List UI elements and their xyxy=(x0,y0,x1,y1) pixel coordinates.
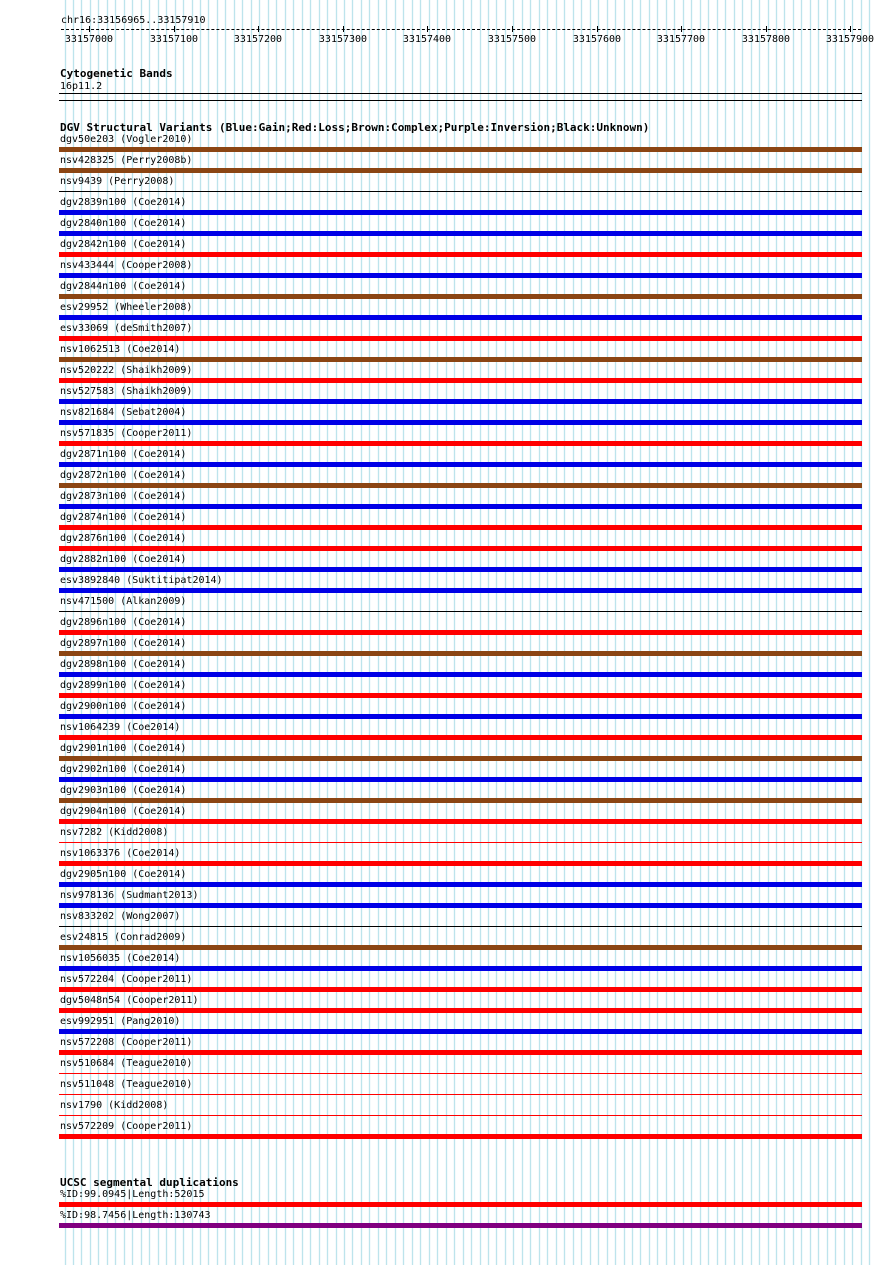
dgv-variant-label[interactable]: esv29952 (Wheeler2008) xyxy=(60,302,193,313)
ruler-tick xyxy=(174,26,175,32)
dgv-variant-bar[interactable] xyxy=(59,1134,862,1139)
dgv-variant-bar[interactable] xyxy=(59,273,862,278)
dgv-variant-bar[interactable] xyxy=(59,777,862,782)
dgv-variant-label[interactable]: dgv2896n100 (Coe2014) xyxy=(60,617,187,628)
dgv-variant-label[interactable]: nsv821684 (Sebat2004) xyxy=(60,407,187,418)
dgv-variant-label[interactable]: nsv527583 (Shaikh2009) xyxy=(60,386,193,397)
cytoband-track-title: Cytogenetic Bands xyxy=(60,67,173,80)
ruler-tick-label: 33157200 xyxy=(233,34,283,45)
dgv-variant-label[interactable]: nsv572209 (Cooper2011) xyxy=(60,1121,193,1132)
dgv-variant-label[interactable]: nsv9439 (Perry2008) xyxy=(60,176,175,187)
cytoband-line-top xyxy=(59,93,862,94)
dgv-variant-bar[interactable] xyxy=(59,735,862,740)
cytoband-line-bottom xyxy=(59,100,862,101)
dgv-variant-label[interactable]: dgv2897n100 (Coe2014) xyxy=(60,638,187,649)
ruler-tick-label: 33157000 xyxy=(64,34,114,45)
dgv-variant-bar[interactable] xyxy=(59,1008,862,1013)
cytoband-label: 16p11.2 xyxy=(60,81,103,92)
dgv-variant-label[interactable]: dgv2882n100 (Coe2014) xyxy=(60,554,187,565)
ruler-tick xyxy=(258,26,259,32)
dgv-variant-label[interactable]: dgv2874n100 (Coe2014) xyxy=(60,512,187,523)
dgv-variant-bar[interactable] xyxy=(59,420,862,425)
dgv-variant-bar[interactable] xyxy=(59,882,862,887)
ruler-tick-label: 33157300 xyxy=(318,34,368,45)
dgv-variant-label[interactable]: esv992951 (Pang2010) xyxy=(60,1016,181,1027)
ruler-tick xyxy=(766,26,767,32)
dgv-variant-bar[interactable] xyxy=(59,714,862,719)
dgv-track-title: DGV Structural Variants (Blue:Gain;Red:Loss;Brown:Complex;Purple:Inversion;Black:Unknown) xyxy=(60,121,650,134)
dgv-variant-bar[interactable] xyxy=(59,168,862,173)
dgv-variant-bar[interactable] xyxy=(59,756,862,761)
segdup-bar[interactable] xyxy=(59,1202,862,1207)
dgv-variant-label[interactable]: dgv2898n100 (Coe2014) xyxy=(60,659,187,670)
dgv-variant-label[interactable]: nsv510684 (Teague2010) xyxy=(60,1058,193,1069)
dgv-variant-label[interactable]: dgv2901n100 (Coe2014) xyxy=(60,743,187,754)
dgv-variant-bar[interactable] xyxy=(59,926,862,927)
dgv-variant-label[interactable]: esv3892840 (Suktitipat2014) xyxy=(60,575,223,586)
ruler-tick xyxy=(597,26,598,32)
dgv-variant-bar[interactable] xyxy=(59,842,862,843)
dgv-variant-bar[interactable] xyxy=(59,399,862,404)
dgv-variant-label[interactable]: dgv2844n100 (Coe2014) xyxy=(60,281,187,292)
ruler-tick-label: 33157700 xyxy=(656,34,706,45)
segdup-track-title: UCSC segmental duplications xyxy=(60,1176,239,1189)
dgv-variant-label[interactable]: dgv2900n100 (Coe2014) xyxy=(60,701,187,712)
dgv-variant-bar[interactable] xyxy=(59,483,862,488)
segdup-label[interactable]: %ID:99.0945|Length:52015 xyxy=(60,1189,205,1200)
dgv-variant-label[interactable]: nsv471500 (Alkan2009) xyxy=(60,596,187,607)
dgv-variant-label[interactable]: nsv978136 (Sudmant2013) xyxy=(60,890,199,901)
dgv-variant-bar[interactable] xyxy=(59,987,862,992)
dgv-variant-label[interactable]: dgv2899n100 (Coe2014) xyxy=(60,680,187,691)
dgv-variant-label[interactable]: dgv2873n100 (Coe2014) xyxy=(60,491,187,502)
dgv-variant-label[interactable]: dgv2905n100 (Coe2014) xyxy=(60,869,187,880)
ruler-tick-label: 33157500 xyxy=(487,34,537,45)
dgv-variant-label[interactable]: esv33069 (deSmith2007) xyxy=(60,323,193,334)
dgv-variant-label[interactable]: dgv2903n100 (Coe2014) xyxy=(60,785,187,796)
dgv-variant-bar[interactable] xyxy=(59,504,862,509)
segdup-label[interactable]: %ID:98.7456|Length:130743 xyxy=(60,1210,211,1221)
dgv-variant-label[interactable]: nsv1064239 (Coe2014) xyxy=(60,722,181,733)
dgv-variant-bar[interactable] xyxy=(59,693,862,698)
dgv-variant-bar[interactable] xyxy=(59,525,862,530)
dgv-variant-bar[interactable] xyxy=(59,1029,862,1034)
scale-ruler xyxy=(61,29,861,30)
dgv-variant-bar[interactable] xyxy=(59,945,862,950)
dgv-variant-bar[interactable] xyxy=(59,210,862,215)
ruler-tick xyxy=(850,26,851,32)
ruler-tick xyxy=(512,26,513,32)
dgv-variant-label[interactable]: nsv511048 (Teague2010) xyxy=(60,1079,193,1090)
dgv-variant-bar[interactable] xyxy=(59,819,862,824)
ruler-tick-label: 33157400 xyxy=(402,34,452,45)
dgv-variant-bar[interactable] xyxy=(59,651,862,656)
ruler-tick xyxy=(427,26,428,32)
dgv-variant-bar[interactable] xyxy=(59,611,862,612)
dgv-variant-bar[interactable] xyxy=(59,672,862,677)
dgv-variant-bar[interactable] xyxy=(59,462,862,467)
dgv-variant-bar[interactable] xyxy=(59,357,862,362)
dgv-variant-label[interactable]: nsv1063376 (Coe2014) xyxy=(60,848,181,859)
dgv-variant-bar[interactable] xyxy=(59,315,862,320)
dgv-variant-label[interactable]: dgv5048n54 (Cooper2011) xyxy=(60,995,199,1006)
dgv-variant-bar[interactable] xyxy=(59,567,862,572)
ruler-tick-label: 33157900 xyxy=(825,34,875,45)
dgv-variant-bar[interactable] xyxy=(59,1094,862,1095)
dgv-variant-label[interactable]: nsv433444 (Cooper2008) xyxy=(60,260,193,271)
dgv-variant-bar[interactable] xyxy=(59,378,862,383)
dgv-variant-label[interactable]: dgv2872n100 (Coe2014) xyxy=(60,470,187,481)
dgv-variant-bar[interactable] xyxy=(59,252,862,257)
ruler-tick xyxy=(681,26,682,32)
dgv-variant-label[interactable]: dgv2876n100 (Coe2014) xyxy=(60,533,187,544)
dgv-variant-bar[interactable] xyxy=(59,1073,862,1074)
dgv-variant-label[interactable]: nsv520222 (Shaikh2009) xyxy=(60,365,193,376)
dgv-variant-label[interactable]: nsv1062513 (Coe2014) xyxy=(60,344,181,355)
ruler-tick-label: 33157600 xyxy=(572,34,622,45)
dgv-variant-label[interactable]: nsv428325 (Perry2008b) xyxy=(60,155,193,166)
dgv-variant-label[interactable]: dgv2840n100 (Coe2014) xyxy=(60,218,187,229)
dgv-variant-bar[interactable] xyxy=(59,630,862,635)
dgv-variant-bar[interactable] xyxy=(59,1115,862,1116)
ruler-tick xyxy=(343,26,344,32)
segdup-bar[interactable] xyxy=(59,1223,862,1228)
ruler-tick xyxy=(89,26,90,32)
dgv-variant-label[interactable]: dgv2904n100 (Coe2014) xyxy=(60,806,187,817)
dgv-variant-bar[interactable] xyxy=(59,231,862,236)
dgv-variant-label[interactable]: nsv1790 (Kidd2008) xyxy=(60,1100,169,1111)
dgv-variant-label[interactable]: esv24815 (Conrad2009) xyxy=(60,932,187,943)
dgv-variant-bar[interactable] xyxy=(59,588,862,593)
region-coordinates: chr16:33156965..33157910 xyxy=(61,15,206,26)
dgv-variant-label[interactable]: dgv2871n100 (Coe2014) xyxy=(60,449,187,460)
dgv-variant-bar[interactable] xyxy=(59,294,862,299)
dgv-variant-label[interactable]: nsv833202 (Wong2007) xyxy=(60,911,181,922)
ruler-tick-label: 33157800 xyxy=(741,34,791,45)
dgv-variant-label[interactable]: nsv571835 (Cooper2011) xyxy=(60,428,193,439)
dgv-variant-bar[interactable] xyxy=(59,861,862,866)
dgv-variant-bar[interactable] xyxy=(59,903,862,908)
dgv-variant-label[interactable]: nsv572208 (Cooper2011) xyxy=(60,1037,193,1048)
dgv-variant-label[interactable]: nsv7282 (Kidd2008) xyxy=(60,827,169,838)
dgv-variant-bar[interactable] xyxy=(59,147,862,152)
ruler-tick-label: 33157100 xyxy=(149,34,199,45)
dgv-variant-bar[interactable] xyxy=(59,798,862,803)
dgv-variant-bar[interactable] xyxy=(59,966,862,971)
dgv-variant-label[interactable]: dgv2842n100 (Coe2014) xyxy=(60,239,187,250)
dgv-variant-label[interactable]: nsv572204 (Cooper2011) xyxy=(60,974,193,985)
dgv-variant-label[interactable]: dgv2902n100 (Coe2014) xyxy=(60,764,187,775)
dgv-variant-label[interactable]: dgv2839n100 (Coe2014) xyxy=(60,197,187,208)
dgv-variant-bar[interactable] xyxy=(59,1050,862,1055)
dgv-variant-label[interactable]: nsv1056035 (Coe2014) xyxy=(60,953,181,964)
dgv-variant-bar[interactable] xyxy=(59,191,862,192)
dgv-variant-bar[interactable] xyxy=(59,546,862,551)
dgv-variant-label[interactable]: dgv50e203 (Vogler2010) xyxy=(60,134,193,145)
dgv-variant-bar[interactable] xyxy=(59,336,862,341)
dgv-variant-bar[interactable] xyxy=(59,441,862,446)
